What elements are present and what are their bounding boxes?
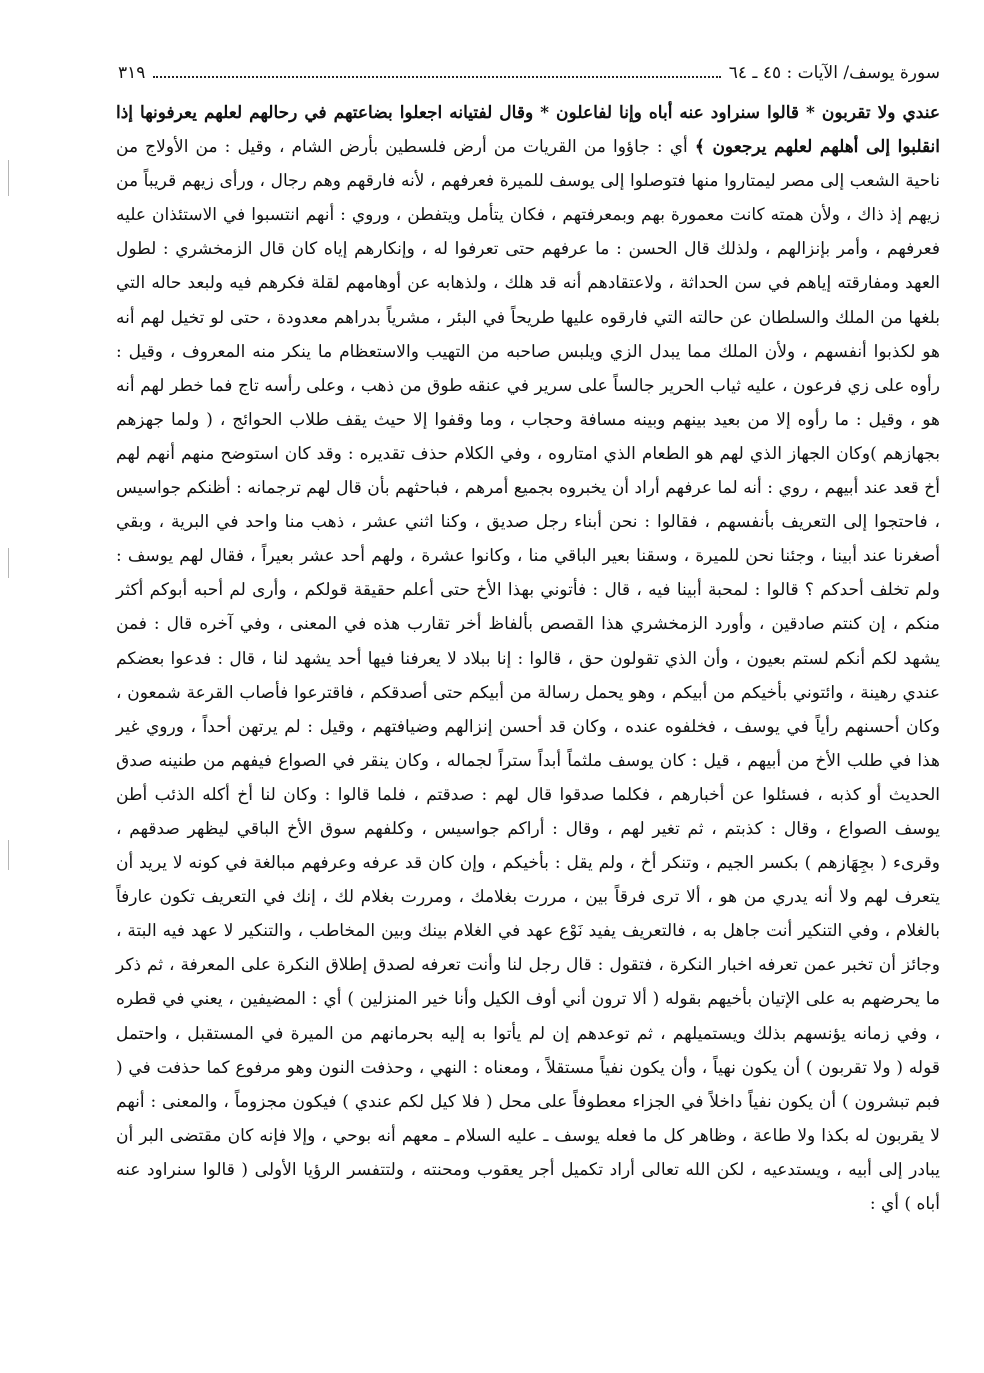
running-title: سورة يوسف/ الآيات : ٤٥ ـ ٦٤: [728, 63, 940, 83]
page-header: [118, 60, 940, 86]
commentary-text: أي : جاؤوا من القريات من أرض فلسطين بأرض الشام ، وقيل : من الأولاج من ناحية الشعب إلى مصر ليمتاروا منها فتوصلوا إلى يوسف للميرة فعرفهم ، لأنه فارقهم وهم رجال ، ورأى زيهم قريباً من زيهم إذ ذاك ، ولأن همته كانت معمورة بهم وبمعرفتهم ، فكان يتأمل ويتفطن ، وروي : أنهم انتسبوا في الاستئذان عليه فعرفهم ، وأمر بإنزالهم ، ولذلك قال الحسن : ما عرفهم حتى تعرفوا له ، وإنكارهم إياه كان قال الزمخشري : لطول العهد ومفارقته إياهم في سن الحداثة ، ولاعتقادهم أنه قد هلك ، ولذهابه عن أوهامهم لقلة فكرهم فيه ولبعد حاله التي بلغها من الملك والسلطان عن حالته التي فارقوه عليها طريحاً في البئر ، مشرياً بدراهم معدودة ، حتى لو تخيل لهم أنه هو لكذبوا أنفسهم ، ولأن الملك مما يبدل الزي ويلبس صاحبه من التهيب والاستعظام ما ينكر منه المعروف ، وقيل : رأوه على زي فرعون ، عليه ثياب الحرير جالساً على سرير في عنقه طوق من ذهب ، وعلى رأسه تاج فما خطر لهم أنه هو ، وقيل : ما رأوه إلا من بعيد بينهم وبينه مسافة وحجاب ، وما وقفوا إلا حيث يقف طلاب الحوائج ، ( ولما جهزهم بجهازهم )وكان الجهاز الذي لهم هو الطعام الذي امتاروه ، وفي الكلام حذف تقديره : وقد كان استوضح منهم أنهم لهم أخ قعد عند أبيهم ، روي : أنه لما عرفهم أراد أن يخبروه بجميع أمرهم ، فباحثهم بأن قال لهم ترجمانه : أظنكم جواسيس ، فاحتجوا إلى التعريف بأنفسهم ، فقالوا : نحن أبناء رجل صديق ، وكنا اثني عشر ، ذهب منا واحد في البرية ، وبقي أصغرنا عند أبينا ، وجئنا نحن للميرة ، وسقنا بعير الباقي منا ، وكانوا عشرة ، ولهم أحد عشر بعيراً ، فقال لهم يوسف : ولم تخلف أحدكم ؟ قالوا : لمحبة أبينا فيه ، قال : فأتوني بهذا الأخ حتى أعلم حقيقة قولكم ، وأرى لم أحبه أبوكم أكثر منكم ، إن كنتم صادقين ، وأورد الزمخشري هذا القصص بألفاظ أخر تقارب هذه في المعنى ، وفي آخره قال : فمن يشهد لكم أنكم لستم بعيون ، وأن الذي تقولون حق ، قالوا : إنا ببلاد لا يعرفنا فيها أحد يشهد لنا ، قال : فدعوا بعضكم عندي رهينة ، وائتوني بأخيكم من أبيكم ، وهو يحمل رسالة من أبيكم حتى أصدقكم ، فاقترعوا فأصاب القرعة شمعون ، وكان أحسنهم رأياً في يوسف ، فخلفوه عنده ، وكان قد أحسن إنزالهم وضيافتهم ، وقيل : لم يرتهن أحداً ، وروي غير هذا في طلب الأخ من أبيهم ، قيل : كان يوسف ملثماً أبداً ستراً لجماله ، وكان ينقر في الصواع فيفهم من طنينه صدق الحديث أو كذبه ، فسئلوا عن أخبارهم ، فكلما صدقوا قال لهم : صدقتم ، فلما قالوا : وكان لنا أخ أكله الذئب أطن يوسف الصواع ، وقال : كذبتم ، ثم تغير لهم ، وقال : أراكم جواسيس ، وكلفهم سوق الأخ الباقي ليظهر صدقهم ، وقرىء ( بجِهَازهم ) بكسر الجيم ، وتنكر أخ ، ولم يقل : بأخيكم ، وإن كان قد عرفه وعرفهم مبالغة في كونه لا يريد أن يتعرف لهم ولا أنه يدري من هو ، ألا ترى فرقاً بين ، مررت بغلامك ، ومررت بغلام لك ، إنك في التعريف تكون عارفاً بالغلام ، وفي التنكير أنت جاهل به ، فالتعريف يفيد نَوْع عهد في الغلام بينك وبين المخاطب ، والتنكير لا عهد فيه البتة ، وجائز أن تخبر عمن تعرفه اخبار النكرة ، فتقول : قال رجل لنا وأنت تعرفه لصدق إطلاق النكرة على المعرفة ، ثم ذكر ما يحرضهم به على الإتيان بأخيهم بقوله ( ألا ترون أني أوف الكيل وأنا خير المنزلين ) أي : المضيفين ، يعني في قطره ، وفي زمانه يؤنسهم بذلك ويستميلهم ، ثم توعدهم إن لم يأتوا به إليه بحرمانهم من الميرة في المستقبل ، واحتمل قوله ( ولا تقربون ) أن يكون نهياً ، وأن يكون نفياً مستقلاً ، ومعناه : النهي ، وحذفت النون وهو مرفوع كما حذفت في ( فبم تبشرون ) أن يكون نفياً داخلاً في الجزاء معطوفاً على محل ( فلا كيل لكم عندي ) فيكون مجزوماً ، والمعنى : أنهم لا يقربون له بكذا ولا طاعة ، وظاهر كل ما فعله يوسف ـ عليه السلام ـ معهم أنه بوحي ، وإلا فإنه كان مقتضى البر أن يبادر إلى أبيه ، ويستدعيه ، لكن الله تعالى أراد تكميل أجر يعقوب ومحنته ، ولتتفسر الرؤيا الأولى ( قالوا سنراود عنه أباه ) أي :: [116, 137, 940, 1214]
scan-edge-mark: [8, 840, 9, 870]
quran-verse-text: عندي ولا تقربون * قالوا سنراود عنه أباه وإنا لفاعلون * وقال لفتيانه اجعلوا بضاعتهم في رحالهم لعلهم يعرفونها إذا انقلبوا إلى أهلهم لعلهم يرجعون ﴾: [116, 103, 941, 158]
scan-edge-mark: [8, 548, 9, 578]
body-paragraph: [116, 96, 940, 1221]
page-number: ٣١٩: [118, 63, 146, 83]
dotted-leader: [153, 76, 720, 78]
scan-edge-mark: [8, 160, 9, 196]
page-body: [116, 96, 940, 1273]
